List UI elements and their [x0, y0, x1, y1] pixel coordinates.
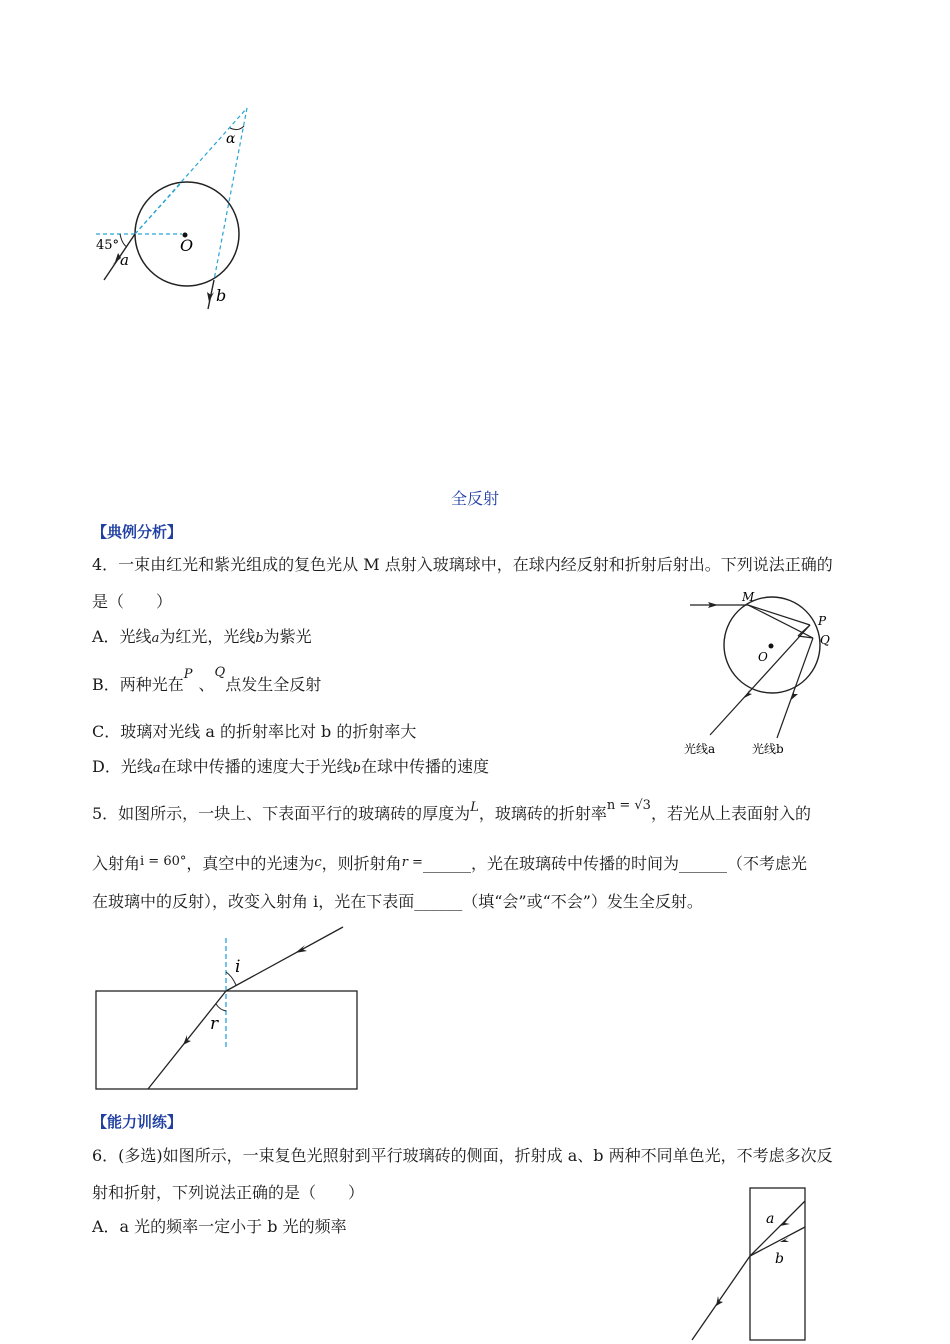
- q4-ray-out-a: [710, 625, 810, 735]
- q5-var-c: c: [314, 855, 322, 870]
- q4-glass-sphere-figure: [680, 588, 860, 763]
- q6-line1: 6．(多选)如图所示，一束复色光照射到平行玻璃砖的侧面，折射成 a、b 两种不同单色光，不考虑多次反: [92, 1146, 833, 1165]
- angle-45-arc: [120, 234, 127, 247]
- q5-glass-slab-figure: [90, 920, 370, 1095]
- q5-line1: [92, 798, 811, 826]
- q4-option-d[interactable]: [92, 757, 489, 779]
- q4-option-a-mid: 为红光，光线: [159, 627, 256, 646]
- q6-label-a: a: [766, 1211, 775, 1227]
- q4-option-d-mid: 在球中传播的速度大于光线: [160, 757, 353, 776]
- q4-label-ray-b: 光线b: [752, 742, 784, 756]
- q4-option-c[interactable]: C．玻璃对光线 a 的折射率比对 b 的折射率大: [92, 722, 417, 741]
- q5-line2-b: ，真空中的光速为: [186, 854, 315, 873]
- q5-label-i: i: [235, 957, 241, 977]
- q4-option-a-var-a: a: [151, 631, 160, 646]
- q6-line2: 射和折射，下列说法正确的是（ ）: [92, 1183, 365, 1202]
- q4-option-b-end: 点发生全反射: [225, 675, 322, 694]
- q5-line3: 在玻璃中的反射），改变入射角 i，光在下表面______（填“会”或“不会”）发生全反射。: [92, 892, 703, 911]
- q5-var-n: n = √3: [606, 798, 651, 813]
- q4-center-dot: [769, 644, 774, 649]
- q5-angle-r-arc: [216, 1004, 226, 1011]
- q6-arrow-a: [780, 1219, 790, 1226]
- q4-stem-line1: 4．一束由红光和紫光组成的复色光从 M 点射入玻璃球中，在球内经反射和折射后射出。下列说法正确的: [92, 555, 833, 574]
- extended-ray-dashed: [135, 108, 247, 234]
- q4-option-b-prefix: B．两种光在: [92, 675, 184, 694]
- q6-option-a[interactable]: A．a 光的频率一定小于 b 光的频率: [92, 1217, 347, 1236]
- q5-var-i: i = 60°: [140, 854, 187, 869]
- q4-option-a-prefix: A．光线: [92, 627, 152, 646]
- q5-line2-a: 入射角: [92, 854, 141, 873]
- q5-line2: [92, 854, 807, 876]
- q4-label-ray-a: 光线a: [684, 742, 716, 756]
- label-b: b: [216, 286, 227, 305]
- q5-line2-d: ，则折射角: [321, 854, 402, 873]
- q4-option-b-P: P: [183, 667, 193, 682]
- q4-option-b[interactable]: [92, 665, 322, 697]
- q5-incident-arrow: [295, 945, 307, 953]
- q5-line1-a: 5．如图所示，一块上、下表面平行的玻璃砖的厚度为: [92, 804, 471, 823]
- q5-incident-ray: [226, 927, 343, 991]
- label-a: a: [120, 251, 129, 269]
- q4-option-d-end: 在球中传播的速度: [360, 757, 489, 776]
- q4-option-d-prefix: D．光线: [92, 757, 153, 776]
- q4-option-a[interactable]: [92, 627, 312, 649]
- q4-option-a-end: 为紫光: [263, 627, 312, 646]
- q6-incident-ray: [692, 1256, 750, 1340]
- q4-label-Q: Q: [820, 633, 830, 647]
- q4-option-d-var-b: b: [352, 761, 361, 776]
- q6-ray-a: [750, 1201, 805, 1256]
- q4-option-d-var-a: a: [152, 761, 161, 776]
- q5-line1-c: ，若光从上表面射入的: [650, 804, 811, 823]
- q5-var-r: r =: [401, 855, 423, 870]
- q4-label-M: M: [742, 590, 755, 604]
- q4-ray-to-P: [748, 605, 810, 625]
- label-alpha: α: [226, 131, 236, 147]
- q4-label-P: P: [818, 614, 827, 628]
- section-title: 全反射: [450, 489, 499, 508]
- q6-label-b: b: [775, 1251, 784, 1267]
- q4-option-b-Q: Q: [214, 665, 226, 680]
- q5-line2-e: ______，光在玻璃砖中传播的时间为______（不考虑光: [422, 854, 807, 873]
- q5-label-r: r: [210, 1014, 219, 1034]
- sphere-refraction-figure: [0, 0, 300, 330]
- q5-var-L: L: [470, 800, 479, 815]
- q4-ray-out-b: [777, 638, 813, 738]
- alpha-arc: [230, 126, 244, 130]
- label-45: 45°: [96, 238, 120, 253]
- q4-label-O: O: [758, 650, 768, 664]
- q4-option-a-var-b: b: [255, 631, 264, 646]
- label-O: O: [180, 236, 194, 255]
- training-heading: 【能力训练】: [92, 1113, 183, 1131]
- q4-stem-line2: 是（ ）: [92, 592, 173, 611]
- example-heading: 【典例分析】: [92, 523, 183, 541]
- q5-line1-b: ，玻璃砖的折射率: [478, 804, 607, 823]
- q4-option-b-sep: 、: [198, 675, 215, 694]
- q6-glass-brick-figure: [680, 1180, 820, 1344]
